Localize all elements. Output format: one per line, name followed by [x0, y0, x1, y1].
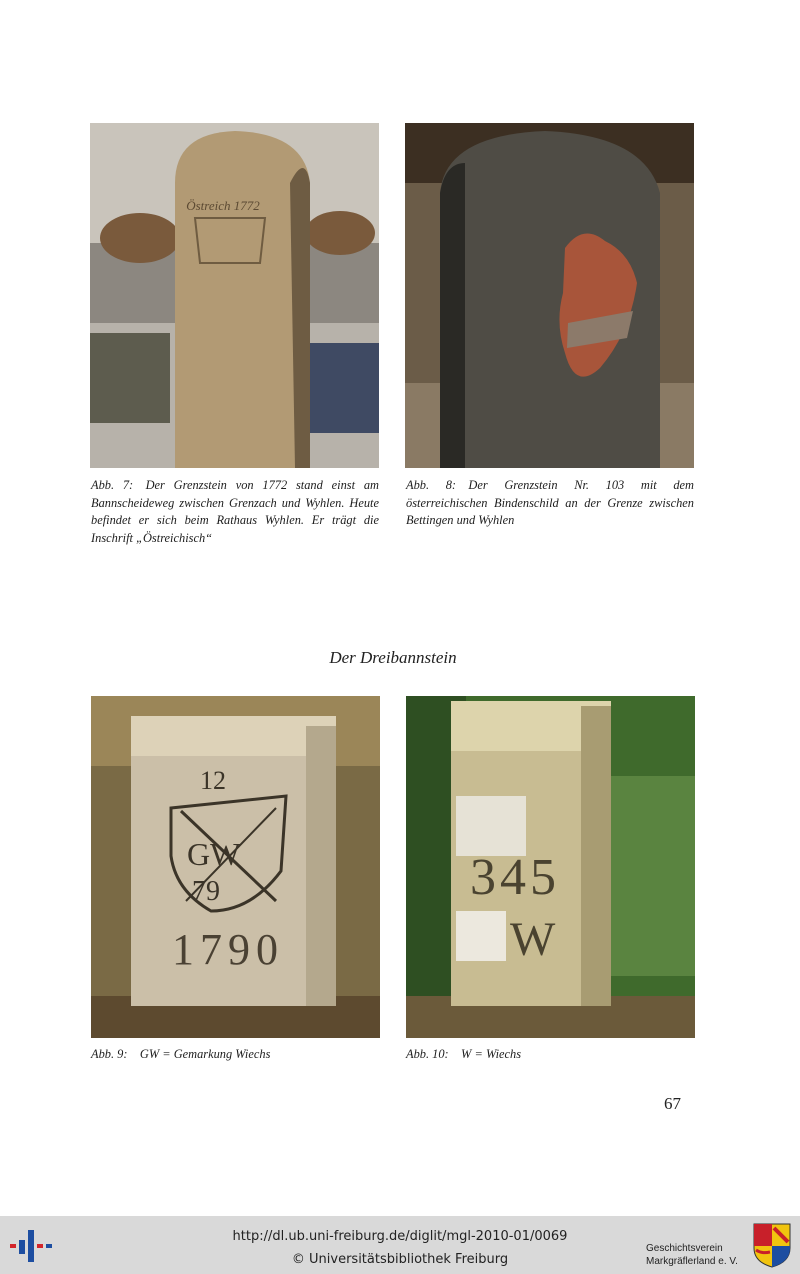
photo-boundary-stone-1772	[90, 123, 379, 468]
society-name-line2: Markgräflerland e. V.	[646, 1256, 738, 1267]
footer-copyright: © Universitätsbibliothek Freiburg	[291, 1252, 509, 1267]
society-crest-icon	[752, 1222, 792, 1268]
stone-year-fig9: 1790	[172, 925, 284, 974]
caption-fig10: Abb. 10: W = Wiechs	[406, 1047, 522, 1061]
caption-fig7: Abb. 7: Der Grenzstein von 1772 stand einst am Bannscheideweg zwischen Grenzach und Wyhlen. Heute befindet er sich beim Rathaus Wyhlen. Er trägt die Inschrift „Östreichisch“	[91, 478, 379, 545]
stone-shield-number-fig9: 79	[192, 876, 220, 907]
stone-number-fig10: 345	[470, 849, 560, 906]
photo-boundary-stone-103	[405, 123, 694, 468]
section-title: Der Dreibannstein	[329, 648, 457, 667]
stone-inscription-fig7: Östreich 1772	[186, 198, 260, 213]
caption-fig9: Abb. 9: GW = Gemarkung Wiechs	[91, 1047, 271, 1061]
society-name-line1: Geschichtsverein	[646, 1243, 723, 1254]
stone-shield-letters-fig9: GW	[187, 836, 241, 872]
page-number: 67	[664, 1094, 681, 1113]
footer-url-link[interactable]: http://dl.ub.uni-freiburg.de/diglit/mgl-2010-01/0069	[232, 1229, 568, 1244]
footer-bar	[0, 1216, 800, 1274]
stone-number-fig9: 12	[200, 766, 226, 795]
stone-letter-fig10: W	[510, 913, 556, 966]
caption-fig8: Abb. 8: Der Grenzstein Nr. 103 mit dem österreichischen Bindenschild an der Grenze zwischen Bettingen und Wyhlen	[406, 478, 694, 528]
society-name	[646, 1242, 738, 1268]
